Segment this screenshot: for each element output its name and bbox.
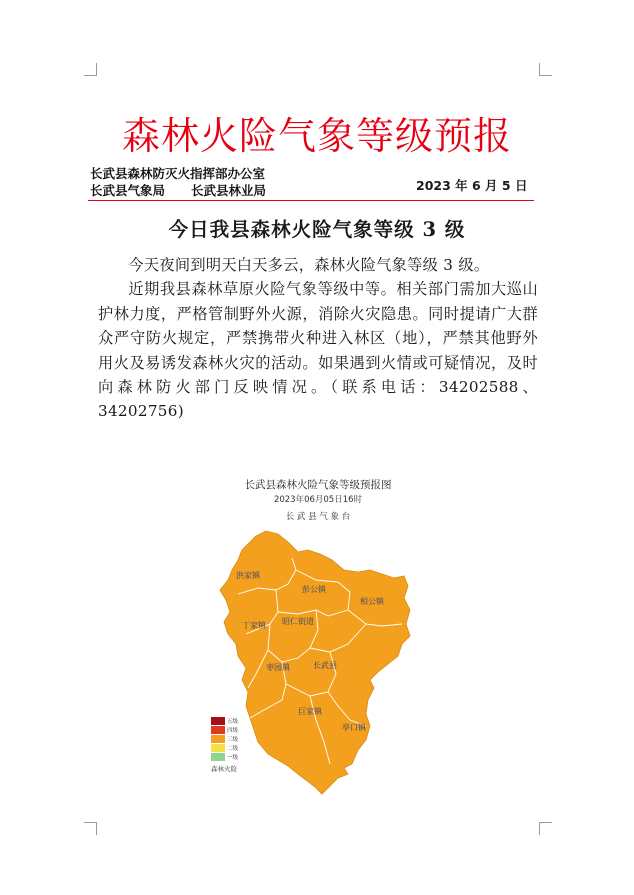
issuer-weather-bureau: 长武县气象局: [90, 183, 166, 198]
legend-item: 四级: [211, 726, 241, 734]
town-label-zaoyuan: 枣园镇: [266, 663, 290, 672]
town-label-jujia: 巨家镇: [298, 707, 322, 716]
header-divider: [88, 200, 534, 201]
crop-mark-top-left: [84, 63, 97, 76]
town-label-changwu: 长武县: [313, 661, 337, 670]
body-paragraph-2: 近期我县森林草原火险气象等级中等。相关部门需加大巡山护林力度，严格管制野外火源，消除火灾隐患。同时提请广大群众严守防火规定，严禁携带火种进入林区（地），严禁其他野外用火及易诱发森林火灾的活动。如果遇到火情或可疑情况，及时向森林防火部门反映情况。（联系电话：34202588、34202756): [98, 280, 538, 421]
legend-swatch-2: [211, 744, 225, 752]
town-label-penggong: 彭公镇: [302, 585, 326, 594]
document-title: 森林火险气象等级预报: [121, 114, 512, 158]
legend-item: 一级: [211, 753, 241, 761]
town-label-dingjia: 丁家镇: [242, 621, 266, 630]
issuer-forestry-bureau: 长武县林业局: [191, 183, 267, 198]
crop-mark-bottom-right: [539, 822, 552, 835]
legend-swatch-4: [211, 726, 225, 734]
crop-mark-bottom-left: [84, 822, 97, 835]
town-label-zhaoren: 昭仁街道: [282, 617, 314, 626]
legend-swatch-3: [211, 735, 225, 743]
legend-caption: 森林火险: [211, 765, 237, 773]
map-issuer: 长 武 县 气 象 台: [285, 512, 351, 522]
legend-swatch-5: [211, 717, 225, 725]
forecast-map: [198, 474, 438, 800]
town-label-xianggong: 相公镇: [360, 597, 384, 606]
town-label-hongjia: 洪家镇: [236, 571, 260, 580]
map-title: 长武县森林火险气象等级预报图: [244, 479, 392, 491]
map-time: 2023年06月05日16时: [273, 495, 363, 505]
legend-item: 三级: [211, 735, 241, 743]
legend-swatch-1: [211, 753, 225, 761]
body-paragraph-1: 今天夜间到明天白天多云，森林火险气象等级 3 级。: [128, 256, 490, 274]
document-subtitle: 今日我县森林火险气象等级 3 级: [168, 218, 466, 241]
legend-item: 五级: [211, 717, 241, 725]
issuer-line-1: 长武县森林防灭火指挥部办公室: [90, 166, 266, 181]
crop-mark-top-right: [539, 63, 552, 76]
issuer-line-2: [90, 181, 266, 199]
map-legend: [211, 717, 241, 773]
issue-date: 2023 年 6 月 5 日: [416, 178, 528, 193]
document-body: [98, 253, 538, 424]
legend-item: 二级: [211, 744, 241, 752]
town-label-tingkou: 亭口镇: [342, 723, 366, 732]
